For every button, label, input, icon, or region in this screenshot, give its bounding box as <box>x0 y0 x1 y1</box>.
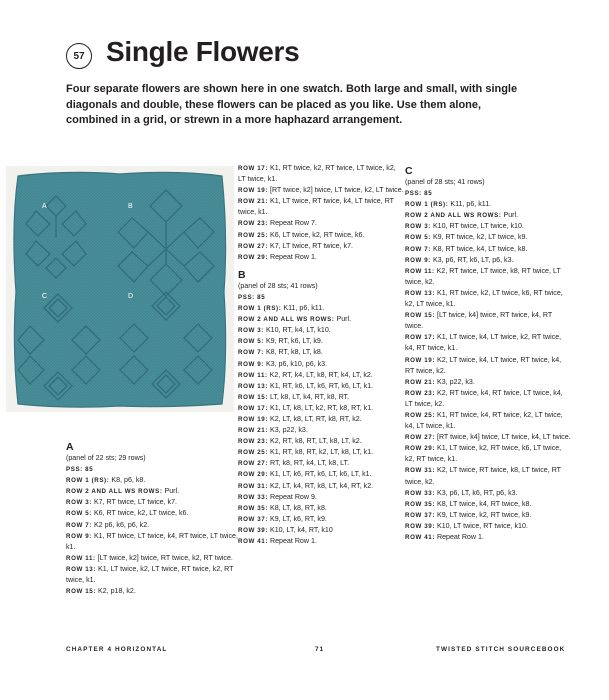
row-instruction: ROW 21: K3, p22, k3. <box>405 377 475 386</box>
panel-b-size: (panel of 28 sts; 41 rows) <box>238 281 318 290</box>
row-instruction: ROW 23: K2, RT, k8, RT, LT, k8, LT, k2. <box>238 437 362 446</box>
row-instruction: ROW 3: K10, RT twice, LT twice, k10. <box>405 222 524 231</box>
swatch-label-b: B <box>128 203 133 210</box>
row-instruction: ROW 11: K2, RT, k4, LT, k8, RT, k4, LT, k2. <box>238 370 373 379</box>
row-instruction: ROW 31: K2, LT twice, RT twice, k8, LT twice, RT twice, k2. <box>405 466 561 486</box>
pattern-number-badge <box>66 43 92 69</box>
row-instruction: ROW 13: K1, RT twice, k2, LT twice, k6, RT twice, k2, LT twice, k1. <box>405 288 563 309</box>
panel-c-instructions <box>405 163 571 543</box>
row-instruction: ROW 17: K1, LT twice, k4, LT twice, k2, RT twice, k4, RT twice, k1. <box>405 333 562 353</box>
row-instruction: ROW 27: RT, k8, RT, k4, LT, k8, LT. <box>238 459 350 468</box>
row-instruction: ROW 19: [RT twice, k2] twice, LT twice, k2, LT twice. <box>238 186 404 195</box>
row-instruction: ROW 29: K1, LT twice, k2, RT twice, k6, LT twice, k2, RT twice, k1. <box>405 444 562 464</box>
row-instruction: ROW 27: [RT twice, k4] twice, LT twice, k4, LT twice. <box>405 433 571 442</box>
panel-a-rows <box>66 475 238 597</box>
panel-c-rows <box>405 199 571 543</box>
footer-book-title: TWISTED STITCH SOURCEBOOK <box>436 646 566 653</box>
panel-a-pss: PSS: 85 <box>66 466 94 474</box>
row-instruction: ROW 39: K10, LT, k4, RT, k10 <box>238 525 333 534</box>
row-instruction: ROW 9: K1, RT twice, LT twice, k4, RT twice, LT twice, k1. <box>66 531 238 551</box>
panel-c-size: (panel of 28 sts; 41 rows) <box>405 178 485 186</box>
row-instruction: ROW 7: K8, RT twice, k4, LT twice, k8. <box>405 244 528 253</box>
row-instruction: ROW 29: K1, LT, k6, RT, k6, LT, k6, LT, k1. <box>238 470 372 479</box>
panel-a-instructions <box>66 439 238 597</box>
page-title: Single Flowers <box>106 36 300 67</box>
row-instruction: ROW 33: Repeat Row 9. <box>238 492 317 501</box>
row-instruction: ROW 27: K7, LT twice, RT twice, k7. <box>238 241 354 250</box>
row-instruction: ROW 19: K2, LT twice, k4, LT twice, RT twice, k4, RT twice, k2. <box>405 355 562 375</box>
row-instruction: ROW 3: K7, RT twice, LT twice, k7. <box>66 498 177 507</box>
row-instruction: ROW 2 AND ALL WS ROWS: Purl. <box>66 487 180 496</box>
row-instruction: ROW 33: K3, p6, LT, k6, RT, p6, k3. <box>405 488 518 497</box>
row-instruction: ROW 17: K1, RT twice, k2, RT twice, LT twice, k2, LT twice, k1. <box>238 164 396 184</box>
panel-c-pss: PSS: 85 <box>405 190 433 198</box>
row-instruction: ROW 37: K9, LT, k6, RT, k9. <box>238 514 327 523</box>
knitted-swatch-image <box>6 166 234 412</box>
row-instruction: ROW 29: Repeat Row 1. <box>238 252 317 261</box>
panel-c-heading: C <box>405 165 413 177</box>
panel-b-pss: PSS: 85 <box>238 293 266 301</box>
panel-a-continued-rows <box>238 163 404 263</box>
pattern-number: 57 <box>73 50 85 62</box>
swatch-label-d: D <box>128 293 134 300</box>
row-instruction: ROW 35: K8, LT twice, k4, RT twice, k8. <box>405 499 532 508</box>
row-instruction: ROW 11: K2, RT twice, LT twice, k8, RT twice, LT twice, k2. <box>405 266 561 286</box>
row-instruction: ROW 1 (RS): K8, p6, k8. <box>66 476 146 485</box>
row-instruction: ROW 5: K6, RT twice, k2, LT twice, k6. <box>66 509 189 518</box>
row-instruction: ROW 13: K1, LT twice, k2, LT twice, RT twice, k2, RT twice, k1. <box>66 564 234 585</box>
panel-b-column <box>238 163 404 547</box>
row-instruction: ROW 39: K10, LT twice, RT twice, k10. <box>405 521 528 530</box>
row-instruction: ROW 25: K1, RT twice, k4, RT twice, k2, LT twice, k4, LT twice, k1. <box>405 410 563 431</box>
row-instruction: ROW 3: K10, RT, k4, LT, k10. <box>238 326 331 335</box>
row-instruction: ROW 2 AND ALL WS ROWS: Purl. <box>238 315 352 324</box>
row-instruction: ROW 41: Repeat Row 1. <box>238 537 317 545</box>
row-instruction: ROW 15: LT, k8, LT, k4, RT, k8, RT. <box>238 392 350 401</box>
row-instruction: ROW 31: K2, LT, k4, RT, k8, LT, k4, RT, k2. <box>238 481 374 490</box>
row-instruction: ROW 17: K1, LT, k8, LT, k2, RT, k8, RT, k1. <box>238 403 374 412</box>
footer-page-number: 71 <box>315 646 325 653</box>
row-instruction: ROW 41: Repeat Row 1. <box>405 533 484 541</box>
row-instruction: ROW 15: [LT twice, k4] twice, RT twice, k4, RT twice. <box>405 311 553 331</box>
swatch-label-c: C <box>42 293 48 300</box>
row-instruction: ROW 25: K1, RT, k8, RT, k2, LT, k8, LT, k1. <box>238 448 374 457</box>
row-instruction: ROW 1 (RS): K11, p6, k11. <box>405 200 492 209</box>
row-instruction: ROW 23: Repeat Row 7. <box>238 219 317 228</box>
row-instruction: ROW 1 (RS): K11, p6, k11. <box>238 304 325 313</box>
row-instruction: ROW 11: [LT twice, k2] twice, RT twice, k2, RT twice. <box>66 553 233 562</box>
row-instruction: ROW 7: K8, RT, k8, LT, k8. <box>238 348 323 357</box>
row-instruction: ROW 19: K2, LT, k8, LT, RT, k8, RT, k2. <box>238 414 362 423</box>
panel-a-size: (panel of 22 sts; 29 rows) <box>66 454 146 462</box>
row-instruction: ROW 13: K1, RT, k6, LT, k6, RT, k6, LT, k1. <box>238 381 374 390</box>
row-instruction: ROW 21: K3, p22, k3. <box>238 426 308 435</box>
row-instruction: ROW 5: K9, RT twice, k2, LT twice, k9. <box>405 233 528 242</box>
panel-a-heading: A <box>66 441 74 453</box>
row-instruction: ROW 23: K2, RT twice, k4, RT twice, LT twice, k4, LT twice, k2. <box>405 388 563 408</box>
row-instruction: ROW 25: K6, LT twice, k2, RT twice, k6. <box>238 230 365 239</box>
row-instruction: ROW 15: K2, p18, k2. <box>66 587 136 596</box>
panel-b-heading: B <box>238 268 246 281</box>
row-instruction: ROW 2 AND ALL WS ROWS: Purl. <box>405 211 519 220</box>
footer-chapter: CHAPTER 4 HORIZONTAL <box>66 646 168 653</box>
row-instruction: ROW 37: K9, LT twice, k2, RT twice, k9. <box>405 510 532 519</box>
row-instruction: ROW 21: K1, LT twice, RT twice, k4, LT twice, RT twice, k1. <box>238 197 394 217</box>
row-instruction: ROW 9: K3, p6, RT, k6, LT, p6, k3. <box>405 255 514 264</box>
row-instruction: ROW 7: K2 p6, k6, p6, k2. <box>66 520 150 529</box>
panel-b-rows <box>238 303 404 547</box>
row-instruction: ROW 9: K3, p6, k10, p6, k3. <box>238 359 328 368</box>
swatch-label-a: A <box>42 203 47 210</box>
intro-paragraph: Four separate flowers are shown here in one swatch. Both large and small, with single diagonals and double, these flowers can be placed as you like. Use them alone, combined in a grid, or strewn in a more haphazard arrangement. <box>66 83 518 126</box>
row-instruction: ROW 35: K8, LT, k8, RT, k8. <box>238 503 327 512</box>
swatch-photo <box>6 166 234 412</box>
row-instruction: ROW 5: K9, RT, k6, LT, k9. <box>238 337 323 346</box>
